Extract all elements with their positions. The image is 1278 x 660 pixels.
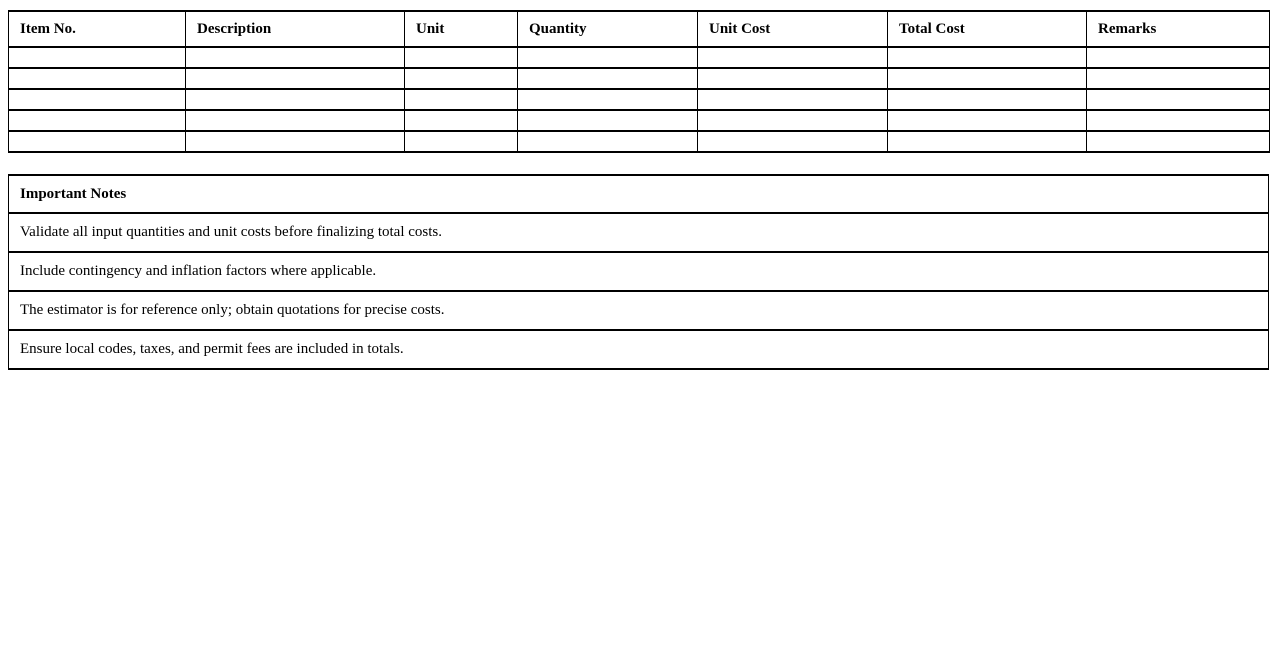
notes-title: Important Notes bbox=[9, 175, 1269, 213]
table-cell bbox=[1087, 89, 1270, 110]
table-cell bbox=[186, 89, 405, 110]
table-cell bbox=[1087, 131, 1270, 152]
column-header-remarks: Remarks bbox=[1087, 11, 1270, 47]
notes-title-row bbox=[9, 175, 1269, 213]
table-cell bbox=[888, 89, 1087, 110]
table-cell bbox=[9, 68, 186, 89]
note-item: Include contingency and inflation factors where applicable. bbox=[9, 252, 1269, 291]
column-header-item-no: Item No. bbox=[9, 11, 186, 47]
table-cell bbox=[888, 110, 1087, 131]
table-cell bbox=[698, 89, 888, 110]
table-row bbox=[9, 110, 1270, 131]
table-cell bbox=[1087, 110, 1270, 131]
cost-estimate-table bbox=[8, 10, 1270, 153]
column-header-unit-cost: Unit Cost bbox=[698, 11, 888, 47]
note-item-row bbox=[9, 252, 1269, 291]
table-cell bbox=[518, 89, 698, 110]
note-item-row bbox=[9, 291, 1269, 330]
table-row bbox=[9, 89, 1270, 110]
table-cell bbox=[698, 131, 888, 152]
table-cell bbox=[186, 68, 405, 89]
table-cell bbox=[186, 110, 405, 131]
table-cell bbox=[1087, 68, 1270, 89]
column-header-description: Description bbox=[186, 11, 405, 47]
column-header-quantity: Quantity bbox=[518, 11, 698, 47]
note-item: Ensure local codes, taxes, and permit fees are included in totals. bbox=[9, 330, 1269, 369]
table-cell bbox=[186, 47, 405, 68]
table-cell bbox=[698, 68, 888, 89]
table-cell bbox=[405, 68, 518, 89]
table-cell bbox=[186, 131, 405, 152]
note-item: Validate all input quantities and unit costs before finalizing total costs. bbox=[9, 213, 1269, 252]
table-cell bbox=[405, 110, 518, 131]
table-cell bbox=[698, 110, 888, 131]
table-row bbox=[9, 68, 1270, 89]
document-page bbox=[0, 10, 1278, 660]
table-cell bbox=[698, 47, 888, 68]
table-row bbox=[9, 47, 1270, 68]
table-cell bbox=[888, 131, 1087, 152]
note-item: The estimator is for reference only; obtain quotations for precise costs. bbox=[9, 291, 1269, 330]
table-cell bbox=[9, 47, 186, 68]
table-row bbox=[9, 131, 1270, 152]
table-cell bbox=[9, 110, 186, 131]
table-cell bbox=[405, 89, 518, 110]
table-cell bbox=[518, 47, 698, 68]
table-cell bbox=[405, 131, 518, 152]
column-header-unit: Unit bbox=[405, 11, 518, 47]
table-cell bbox=[9, 89, 186, 110]
note-item-row bbox=[9, 330, 1269, 369]
table-cell bbox=[518, 110, 698, 131]
table-cell bbox=[405, 47, 518, 68]
table-cell bbox=[518, 131, 698, 152]
table-cell bbox=[9, 131, 186, 152]
table-header-row bbox=[9, 11, 1270, 47]
table-cell bbox=[888, 68, 1087, 89]
table-cell bbox=[888, 47, 1087, 68]
note-item-row bbox=[9, 213, 1269, 252]
important-notes-table bbox=[8, 174, 1269, 370]
cost-table-body bbox=[9, 47, 1270, 152]
table-cell bbox=[518, 68, 698, 89]
column-header-total-cost: Total Cost bbox=[888, 11, 1087, 47]
table-cell bbox=[1087, 47, 1270, 68]
